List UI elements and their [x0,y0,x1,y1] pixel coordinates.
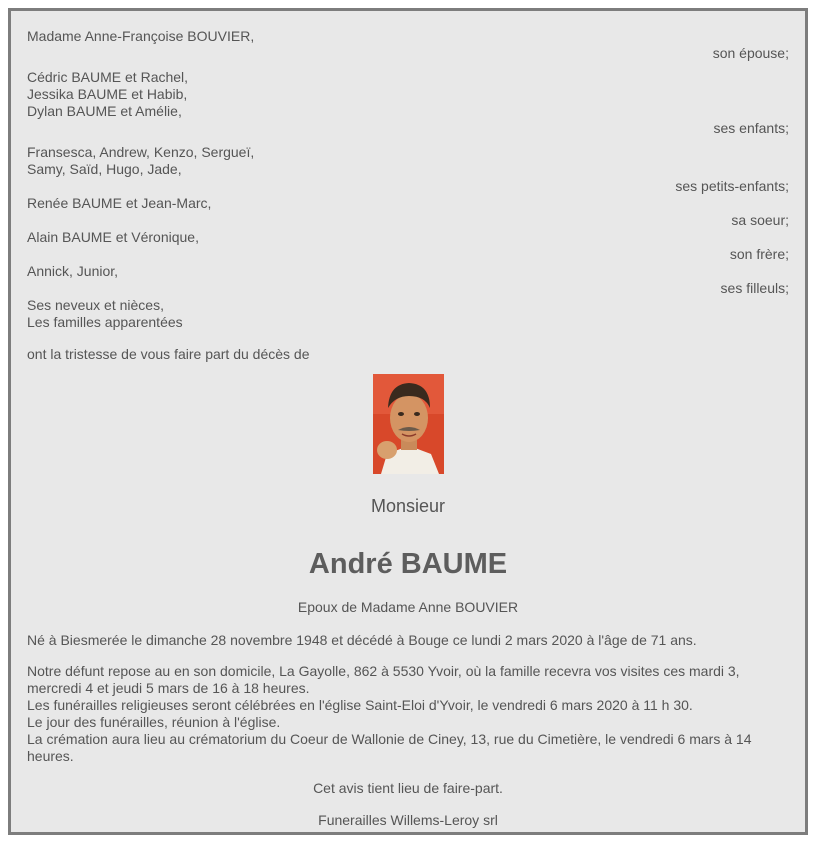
family-group-sister [27,195,789,229]
family-role: ses petits-enfants; [675,178,789,194]
family-name: Ses neveux et nièces, [27,297,164,313]
faire-part-note: Cet avis tient lieu de faire-part. [313,780,503,796]
family-name: Samy, Saïd, Hugo, Jade, [27,161,182,177]
family-name: Madame Anne-Françoise BOUVIER, [27,28,255,44]
details-line: La crémation aura lieu au crématorium du Coeur de Wallonie de Ciney, 13, rue du Cimetière, le vendredi 6 mars à 14 heures. [27,731,752,764]
family-role: sa soeur; [731,212,789,228]
family-name: Jessika BAUME et Habib, [27,86,188,102]
deceased-name: André BAUME [308,548,508,580]
details-block [27,663,789,765]
honorific: Monsieur [370,496,446,516]
portrait-container [27,374,789,474]
family-group-grandchildren [27,144,789,195]
details-line: Notre défunt repose au en son domicile, La Gayolle, 862 à 5530 Yvoir, où la famille recevra vos visites ces mardi 3, mercredi 4 et jeudi 5 mars de 16 à 18 heures. [27,663,740,696]
funeral-home: Funerailles Willems-Leroy srl [318,812,498,828]
family-role: son épouse; [712,45,789,61]
birth-death-line: Né à Biesmerée le dimanche 28 novembre 1948 et décédé à Bouge ce lundi 2 mars 2020 à l'âge de 71 ans. [27,632,697,648]
obituary-content [27,28,789,829]
family-name: Annick, Junior, [27,263,119,279]
family-group-brother [27,229,789,263]
family-group-children [27,69,789,137]
family-name: Alain BAUME et Véronique, [27,229,199,245]
family-role: son frère; [729,246,789,262]
family-name: Dylan BAUME et Amélie, [27,103,182,119]
portrait-photo [373,374,444,474]
intro-text: ont la tristesse de vous faire part du décès de [27,346,310,362]
details-line: Les funérailles religieuses seront célébrées en l'église Saint-Eloi d'Yvoir, le vendredi 6 mars 2020 à 11 h 30. [27,697,693,713]
family-role: ses enfants; [713,120,789,136]
family-name: Fransesca, Andrew, Kenzo, Sergueï, [27,144,255,160]
spouse-line: Epoux de Madame Anne BOUVIER [297,599,519,615]
family-name: Renée BAUME et Jean-Marc, [27,195,212,211]
details-line: Le jour des funérailles, réunion à l'église. [27,714,281,730]
family-group-godchildren [27,263,789,297]
family-role: ses filleuls; [720,280,789,296]
family-group-extended [27,297,789,331]
family-name: Cédric BAUME et Rachel, [27,69,189,85]
family-name: Les familles apparentées [27,314,183,330]
family-group-spouse [27,28,789,62]
obituary-card [8,8,808,835]
